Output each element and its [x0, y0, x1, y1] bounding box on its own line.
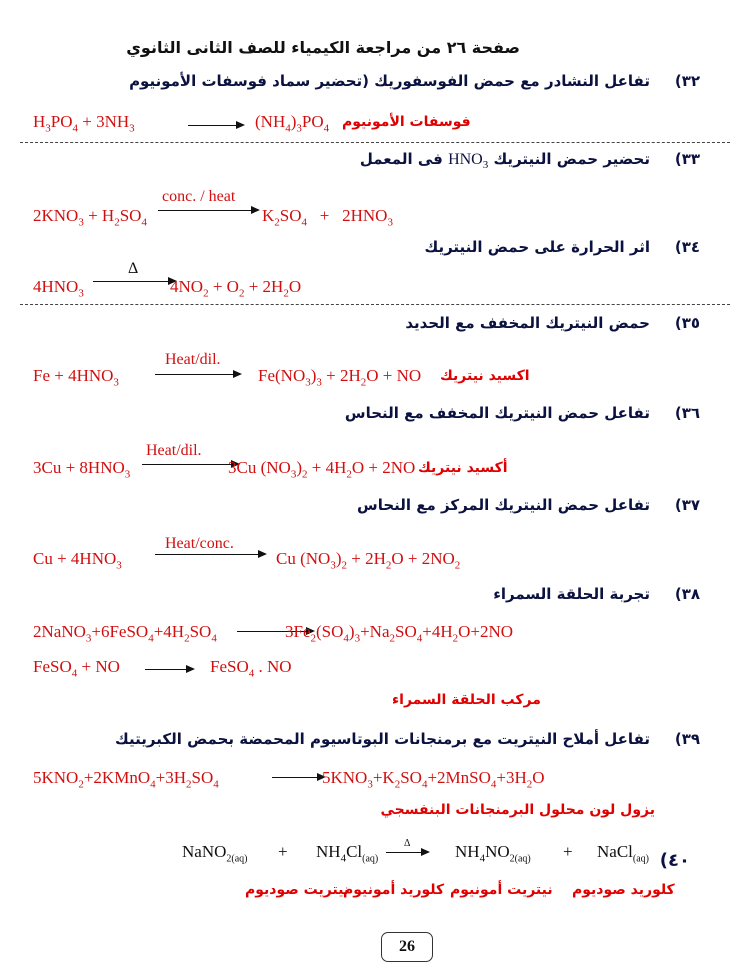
title-formula: $HNO_3$: [448, 151, 489, 172]
equation-products: $K_2SO_4 + 2HNO_3$: [262, 206, 393, 229]
section-title: تفاعل حمض النيتريك المخفف مع النحاس: [344, 404, 650, 422]
equation-products: 3Cu $(NO_3)_2 + 4H_2O + 2NO$: [228, 458, 416, 481]
section-number: ٣٥): [674, 314, 700, 332]
equation-product: NaCl$_{(aq)}$: [597, 842, 649, 865]
section-number: ٣٤): [674, 238, 700, 256]
equation-reactants: $2KNO_3 + H_2SO_4$: [33, 206, 147, 229]
equation-products: $5KNO_3+K_2SO_4+2MnSO_4+3H_2O$: [322, 768, 545, 791]
equation-product: $NH_4NO_{2(aq)}$: [455, 842, 531, 865]
equation-products: $(NH_4)_3PO_4$: [255, 112, 330, 135]
equation-reactants: $3Cu + 8HNO_3$: [33, 458, 131, 481]
equation-reactants: $Fe + 4HNO_3$: [33, 366, 119, 389]
compound-name: نيتريت أمونيوم: [450, 882, 553, 898]
title-ar: تحضير حمض النيتريك: [493, 150, 650, 168]
equation-reactants: $H_3PO_4 + 3NH_3$: [33, 112, 135, 135]
reaction-arrow: [188, 125, 243, 126]
page-title: صفحة ٢٦ من مراجعة الكيمياء للصف الثانى الثانوي: [126, 38, 520, 57]
reaction-arrow: [93, 281, 175, 282]
equation-reactants: $4HNO_3$: [33, 277, 84, 300]
section-number: ٣٧): [674, 496, 700, 514]
reaction-condition: Δ: [128, 260, 139, 277]
section-number: ٣٩): [674, 730, 700, 748]
reaction-arrow: [155, 374, 240, 375]
page-number: 26: [381, 932, 433, 962]
reaction-arrow: [272, 777, 324, 778]
equation-products: $Fe(NO_3)_3 + 2H_2O$ + NO: [258, 366, 422, 389]
reaction-arrow: [155, 554, 265, 555]
section-title: [360, 150, 650, 171]
reaction-arrow: [386, 852, 428, 853]
product-name: اكسيد نيتريك: [440, 368, 530, 384]
compound-name: نيتريت صوديوم: [245, 882, 350, 898]
reaction-arrow: [145, 669, 193, 670]
section-title: تفاعل حمض النيتريك المركز مع النحاس: [357, 496, 650, 514]
section-number: ٣٢): [674, 72, 700, 90]
plus-sign: +: [278, 842, 288, 861]
equation-products: $4NO_2 + O_2 + 2H_2O$: [170, 277, 302, 300]
section-number: ٣٦): [674, 404, 700, 422]
section-number: ٣٨): [674, 585, 700, 603]
divider: [20, 304, 730, 305]
section-title: تفاعل أملاح النيتريت مع برمنجانات البوتاسيوم المحمضة بحمض الكبريتيك: [115, 730, 650, 748]
section-title: تجربة الحلقة السمراء: [493, 585, 650, 603]
equation-reactants: FeSO$_4$ + NO: [33, 657, 120, 680]
plus-sign: +: [563, 842, 573, 861]
note: مركب الحلقة السمراء: [392, 692, 541, 708]
equation-reactant: NaNO$_{2(aq)}$: [182, 842, 248, 865]
section-number: ٤٠): [659, 850, 690, 871]
section-number: ٣٣): [674, 150, 700, 168]
compound-name: كلوريد صوديوم: [572, 882, 675, 898]
section-title: حمض النيتريك المخفف مع الحديد: [405, 314, 650, 332]
equation-products: $3Fe_2(SO_4)_3+Na_2SO_4+4H_2O+2NO$: [285, 622, 514, 645]
title-tail: فى المعمل: [359, 150, 443, 168]
equation-reactant: $NH_4Cl_{(aq)}$: [316, 842, 379, 865]
reaction-condition: Heat/dil.: [146, 442, 202, 459]
reaction-condition: Heat/conc.: [165, 535, 234, 552]
reaction-arrow: [142, 464, 238, 465]
product-name: فوسفات الأمونيوم: [342, 114, 471, 130]
note: يزول لون محلول البرمنجانات البنفسجي: [380, 802, 655, 818]
reaction-condition: conc. / heat: [162, 188, 236, 205]
equation-reactants: $2NaNO_3+6FeSO_4+4H_2SO_4$: [33, 622, 217, 645]
equation-reactants: $5KNO_2+2KMnO_4+3H_2SO_4$: [33, 768, 219, 791]
product-name: أكسيد نيتريك: [418, 460, 508, 476]
divider: [20, 142, 730, 143]
equation-products: FeSO$_4$ . NO: [210, 657, 292, 680]
section-title: تفاعل النشادر مع حمض الفوسفوريك (تحضير سماد فوسفات الأمونيوم: [129, 72, 650, 90]
reaction-condition: Δ: [404, 838, 411, 849]
reaction-condition: Heat/dil.: [165, 351, 221, 368]
equation-reactants: $Cu + 4HNO_3$: [33, 549, 122, 572]
equation-products: Cu $(NO_3)_2 + 2H_2O + 2NO_2$: [276, 549, 461, 572]
reaction-arrow: [158, 210, 258, 211]
compound-name: كلوريد أمونيوم: [343, 882, 445, 898]
section-title: اثر الحرارة على حمض النيتريك: [424, 238, 650, 256]
